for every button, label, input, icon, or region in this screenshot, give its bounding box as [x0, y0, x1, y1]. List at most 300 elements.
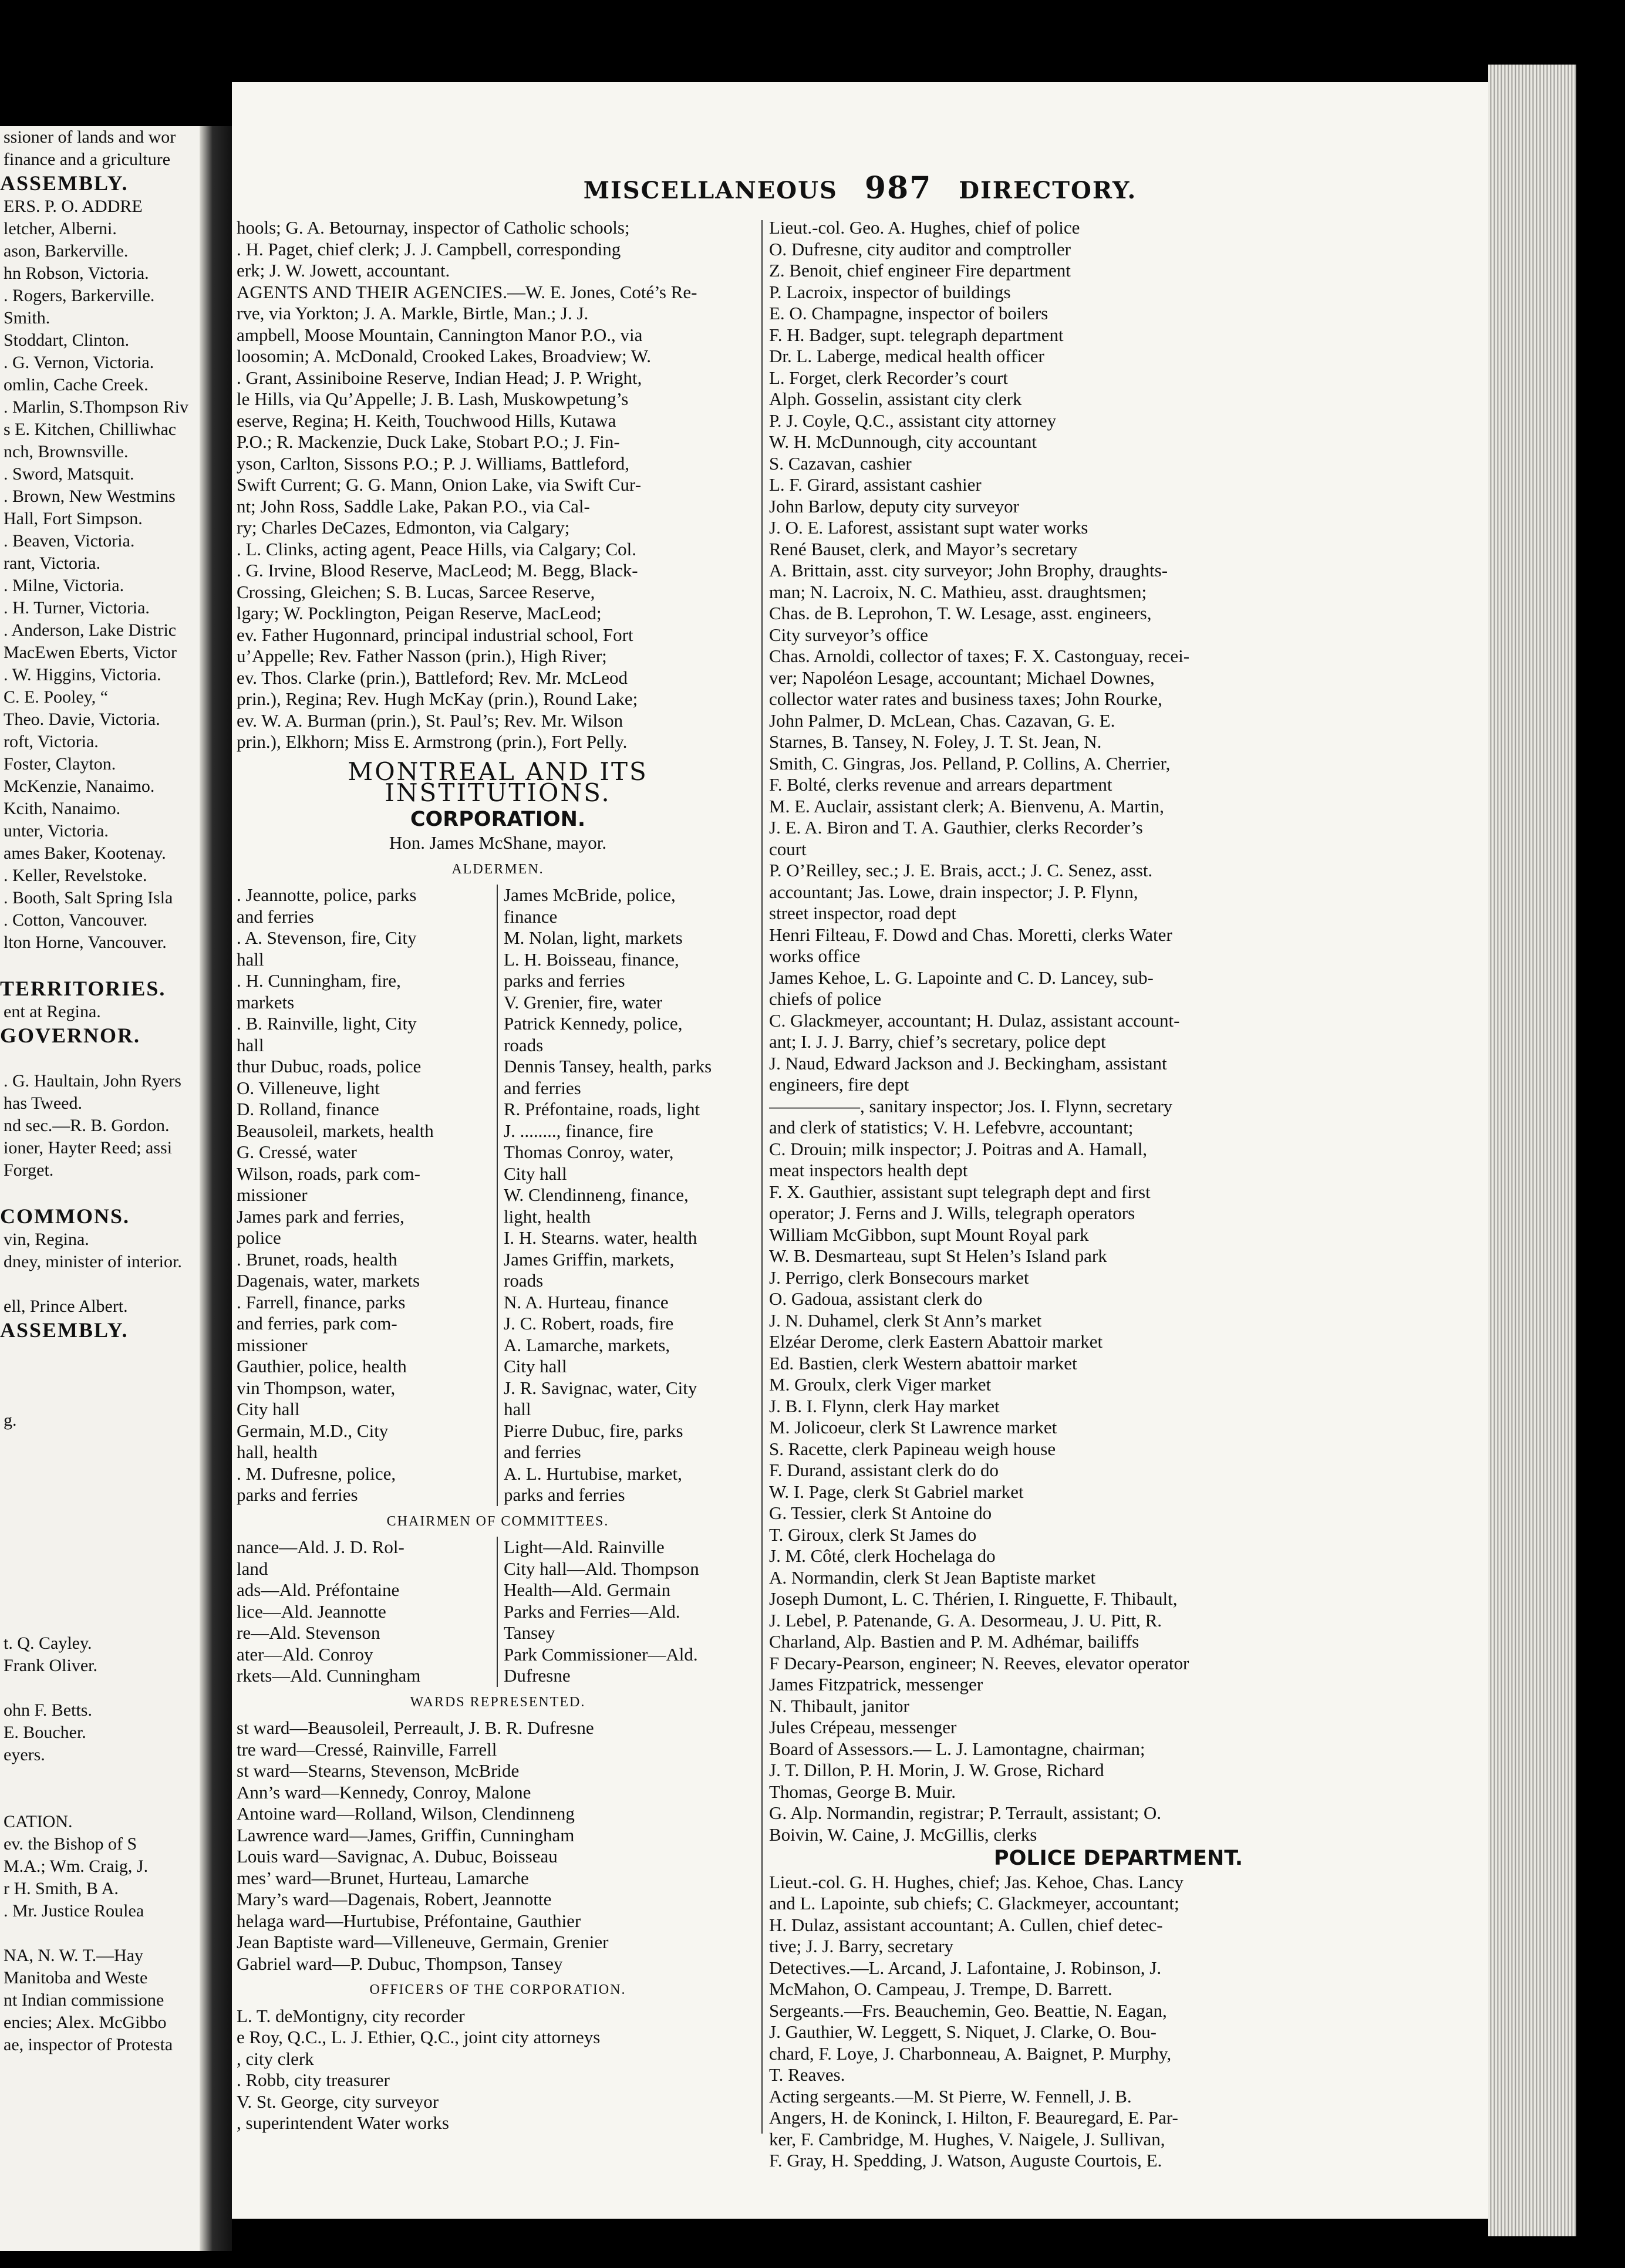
- left-heading: ASSEMBLY.: [0, 171, 129, 195]
- chairman-line: ads—Ald. Préfontaine: [237, 1580, 400, 1600]
- official-line: operator; J. Ferns and J. Wills, telegraph operators: [769, 1203, 1135, 1223]
- left-line: ioner, Hayter Reed; assi: [4, 1138, 173, 1157]
- spacer: [0, 1788, 200, 1811]
- header-right: DIRECTORY.: [959, 177, 1137, 204]
- alderman-line: City hall: [504, 1356, 567, 1376]
- police-line: F. Gray, H. Spedding, J. Watson, Auguste Courtois, E.: [769, 2150, 1162, 2171]
- left-heading: TERRITORIES.: [0, 977, 166, 1000]
- alderman-line: . Farrell, finance, parks: [237, 1291, 406, 1312]
- spacer: [0, 1342, 200, 1365]
- official-line: P. J. Coyle, Q.C., assistant city attorney: [769, 410, 1057, 431]
- chairmen-right: [498, 1537, 759, 1687]
- police-line: Sergeants.—Frs. Beauchemin, Geo. Beattie, N. Eagan,: [769, 2000, 1167, 2021]
- police-line: Angers, H. de Koninck, I. Hilton, F. Beauregard, E. Par-: [769, 2107, 1178, 2128]
- ward-line: Mary’s ward—Dagenais, Robert, Jeannotte: [237, 1889, 552, 1909]
- official-line: T. Giroux, clerk St James do: [769, 1524, 977, 1545]
- official-line: John Palmer, D. McLean, Chas. Cazavan, G. E.: [769, 710, 1115, 731]
- chairman-line: rkets—Ald. Cunningham: [237, 1665, 421, 1686]
- alderman-line: . H. Cunningham, fire,: [237, 970, 401, 991]
- left-line: Frank Oliver.: [4, 1656, 97, 1675]
- left-line: nt Indian commissione: [4, 1990, 164, 2010]
- alderman-line: . B. Rainville, light, City: [237, 1013, 417, 1034]
- official-line: Charland, Alp. Bastien and P. M. Adhémar, bailiffs: [769, 1631, 1139, 1652]
- official-line: Starnes, B. Tansey, N. Foley, J. T. St. Jean, N.: [769, 731, 1102, 752]
- section-title: MONTREAL AND ITS INSTITUTIONS.: [348, 757, 648, 807]
- left-line: . Anderson, Lake Distric: [4, 620, 177, 640]
- official-line: A. Normandin, clerk St Jean Baptiste market: [769, 1567, 1096, 1588]
- chairmen-left: [237, 1537, 498, 1687]
- alderman-line: hall: [504, 1399, 531, 1419]
- text-line: ry; Charles DeCazes, Edmonton, via Calgary;: [237, 517, 570, 538]
- official-line: S. Racette, clerk Papineau weigh house: [769, 1438, 1056, 1459]
- official-line: W. B. Desmarteau, supt St Helen’s Island park: [769, 1246, 1107, 1266]
- official-line: man; N. Lacroix, N. C. Mathieu, asst. draughtsmen;: [769, 581, 1147, 602]
- official-line: James Kehoe, L. G. Lapointe and C. D. Lancey, sub-: [769, 967, 1154, 988]
- ward-line: helaga ward—Hurtubise, Préfontaine, Gauthier: [237, 1910, 581, 1931]
- official-line: C. Drouin; milk inspector; J. Poitras and A. Hamall,: [769, 1138, 1148, 1159]
- officers-list: [237, 2006, 759, 2134]
- official-line: Dr. L. Laberge, medical health officer: [769, 346, 1044, 366]
- official-line: Alph. Gosselin, assistant city clerk: [769, 389, 1022, 409]
- police-line: J. Gauthier, W. Leggett, S. Niquet, J. Clarke, O. Bou-: [769, 2021, 1157, 2042]
- chairman-line: nance—Ald. J. D. Rol-: [237, 1537, 404, 1557]
- text-line: lgary; W. Pocklington, Peigan Reserve, MacLeod;: [237, 603, 602, 623]
- left-line: unter, Victoria.: [4, 821, 109, 841]
- officer-line: , superintendent Water works: [237, 2112, 449, 2133]
- police-line: Detectives.—L. Arcand, J. Lafontaine, J. Robinson, J.: [769, 1957, 1162, 1978]
- left-line: encies; Alex. McGibbo: [4, 2013, 167, 2032]
- official-line: Chas. Arnoldi, collector of taxes; F. X. Castonguay, recei-: [769, 646, 1190, 666]
- alderman-line: . Brunet, roads, health: [237, 1248, 397, 1270]
- left-line: ames Baker, Kootenay.: [4, 843, 166, 863]
- alderman-line: hall: [237, 1034, 264, 1055]
- alderman-line: Wilson, roads, park com-: [237, 1163, 420, 1184]
- official-line: F Decary-Pearson, engineer; N. Reeves, elevator operator: [769, 1652, 1189, 1673]
- official-line: Thomas, George B. Muir.: [769, 1781, 956, 1802]
- official-line: J. M. Côté, clerk Hochelaga do: [769, 1545, 996, 1566]
- left-line: . Mr. Justice Roulea: [4, 1901, 144, 1921]
- officer-line: , city clerk: [237, 2048, 314, 2069]
- left-line: C. E. Pooley, “: [4, 687, 109, 707]
- alderman-line: and ferries, park com-: [237, 1313, 397, 1334]
- left-line: . Sword, Matsquit.: [4, 464, 134, 484]
- left-heading: GOVERNOR.: [0, 1024, 141, 1047]
- alderman-line: and ferries: [504, 1442, 581, 1462]
- text-line: nt; John Ross, Saddle Lake, Pakan P.O., via Cal-: [237, 495, 590, 517]
- alderman-line: City hall: [504, 1163, 567, 1184]
- spacer: [0, 1432, 200, 1454]
- left-line: Manitoba and Weste: [4, 1968, 148, 1987]
- police-line: T. Reaves.: [769, 2064, 845, 2085]
- page-edges: [1488, 65, 1576, 2236]
- chairman-line: re—Ald. Stevenson: [237, 1622, 380, 1643]
- alderman-line: parks and ferries: [504, 1484, 625, 1505]
- text-line: le Hills, via Qu’Appelle; J. B. Lash, Muskowpetung’s: [237, 389, 629, 409]
- alderman-line: Pierre Dubuc, fire, parks: [504, 1420, 683, 1441]
- official-line: City surveyor’s office: [769, 624, 928, 645]
- official-line: ant; I. J. J. Barry, chief’s secretary, police dept: [769, 1031, 1106, 1052]
- text-line: ev. W. A. Burman (prin.), St. Paul’s; Rev. Mr. Wilson: [237, 710, 623, 731]
- police-line: tive; J. J. Barry, secretary: [769, 1936, 953, 1956]
- alderman-line: J. C. Robert, roads, fire: [504, 1313, 674, 1334]
- left-line: ell, Prince Albert.: [4, 1297, 128, 1316]
- left-line: . Brown, New Westmins: [4, 487, 176, 506]
- official-line: —————, sanitary inspector; Jos. I. Flynn, secretary: [769, 1095, 1173, 1116]
- official-line: James Fitzpatrick, messenger: [769, 1674, 983, 1695]
- officer-line: e Roy, Q.C., L. J. Ethier, Q.C., joint city attorneys: [237, 2027, 601, 2047]
- left-line: omlin, Cache Creek.: [4, 375, 149, 394]
- official-line: and clerk of statistics; V. H. Lefebvre, accountant;: [769, 1117, 1134, 1138]
- official-line: L. F. Girard, assistant cashier: [769, 474, 982, 495]
- spacer: [0, 1387, 200, 1409]
- alderman-line: James park and ferries,: [237, 1206, 404, 1227]
- spacer: [0, 1588, 200, 1610]
- officer-line: . Robb, city treasurer: [237, 2070, 390, 2090]
- left-line: Hall, Fort Simpson.: [4, 509, 143, 528]
- text-line: yson, Carlton, Sissons P.O.; P. J. Williams, Battleford,: [237, 453, 630, 474]
- alderman-line: parks and ferries: [504, 970, 625, 991]
- left-line: finance and a griculture: [4, 150, 171, 169]
- alderman-line: police: [237, 1227, 281, 1248]
- alderman-line: James Griffin, markets,: [504, 1248, 675, 1270]
- left-line: Smith.: [4, 308, 50, 328]
- alderman-line: D. Rolland, finance: [237, 1099, 379, 1119]
- spacer: [0, 1182, 200, 1204]
- official-line: Chas. de B. Leprohon, T. W. Lesage, asst. engineers,: [769, 603, 1152, 623]
- text-line: . G. Irvine, Blood Reserve, MacLeod; M. Begg, Black-: [237, 560, 638, 580]
- official-line: J. Lebel, P. Patenande, G. A. Desormeau, J. U. Pitt, R.: [769, 1609, 1162, 1631]
- text-line: rve, via Yorkton; J. A. Markle, Birtle, Man.; J. J.: [237, 303, 589, 323]
- official-line: S. Cazavan, cashier: [769, 453, 912, 474]
- alderman-line: light, health: [504, 1206, 591, 1227]
- ward-line: st ward—Beausoleil, Perreault, J. B. R. Dufresne: [237, 1717, 594, 1738]
- police-line: chard, F. Loye, J. Charbonneau, A. Baignet, P. Murphy,: [769, 2043, 1172, 2064]
- alderman-line: hall, health: [237, 1442, 318, 1462]
- left-line: . H. Turner, Victoria.: [4, 598, 150, 617]
- left-line: vin, Regina.: [4, 1230, 89, 1249]
- officials-list: [769, 217, 1468, 1845]
- official-line: Smith, C. Gingras, Jos. Pelland, P. Collins, A. Cherrier,: [769, 752, 1171, 774]
- official-line: M. Jolicoeur, clerk St Lawrence market: [769, 1417, 1057, 1437]
- official-line: J. O. E. Laforest, assistant supt water works: [769, 517, 1088, 538]
- police-line: McMahon, O. Campeau, J. Trempe, D. Barrett.: [769, 1979, 1112, 1999]
- official-line: F. Durand, assistant clerk do do: [769, 1460, 999, 1480]
- official-line: O. Gadoua, assistant clerk do: [769, 1288, 983, 1309]
- official-line: F. X. Gauthier, assistant supt telegraph dept and first: [769, 1181, 1151, 1202]
- left-line: . G. Vernon, Victoria.: [4, 353, 154, 372]
- left-line: . Milne, Victoria.: [4, 576, 124, 595]
- column-left: [237, 217, 759, 2201]
- left-line: Kcith, Nanaimo.: [4, 799, 121, 818]
- alderman-line: M. Nolan, light, markets: [504, 927, 683, 948]
- left-page-fragment: [0, 126, 200, 2251]
- official-line: W. I. Page, clerk St Gabriel market: [769, 1481, 1024, 1502]
- left-line: ent at Regina.: [4, 1002, 101, 1021]
- header-left: MISCELLANEOUS: [583, 177, 838, 204]
- ward-line: Jean Baptiste ward—Villeneuve, Germain, Grenier: [237, 1932, 609, 1952]
- official-line: J. E. A. Biron and T. A. Gauthier, clerks Recorder’s: [769, 817, 1143, 838]
- chairman-line: land: [237, 1558, 268, 1579]
- aldermen-right: [498, 885, 759, 1506]
- official-line: Z. Benoit, chief engineer Fire department: [769, 260, 1071, 281]
- left-line: r H. Smith, B A.: [4, 1879, 119, 1898]
- chairman-line: lice—Ald. Jeannotte: [237, 1601, 386, 1622]
- officer-line: L. T. deMontigny, city recorder: [237, 2005, 465, 2026]
- alderman-line: parks and ferries: [237, 1484, 358, 1505]
- alderman-line: L. H. Boisseau, finance,: [504, 949, 679, 970]
- left-line: t. Q. Cayley.: [4, 1634, 92, 1653]
- text-line: . Grant, Assiniboine Reserve, Indian Head; J. P. Wright,: [237, 367, 642, 388]
- aldermen-title: ALDERMEN.: [451, 861, 544, 877]
- police-line: H. Dulaz, assistant accountant; A. Cullen, chief detec-: [769, 1914, 1163, 1935]
- alderman-line: Gauthier, police, health: [237, 1356, 407, 1376]
- official-line: L. Forget, clerk Recorder’s court: [769, 367, 1008, 388]
- ward-line: Antoine ward—Rolland, Wilson, Clendinneng: [237, 1803, 575, 1824]
- alderman-line: A. L. Hurtubise, market,: [504, 1463, 682, 1484]
- alderman-line: missioner: [237, 1334, 308, 1355]
- alderman-line: V. Grenier, fire, water: [504, 991, 663, 1013]
- chairman-line: Tansey: [504, 1622, 555, 1643]
- left-line: letcher, Alberni.: [4, 219, 117, 238]
- official-line: John Barlow, deputy city surveyor: [769, 495, 1019, 517]
- spacer: [0, 1922, 200, 1945]
- left-line: Forget.: [4, 1160, 54, 1180]
- police-line: Lieut.-col. G. H. Hughes, chief; Jas. Kehoe, Chas. Lancy: [769, 1871, 1184, 1892]
- left-line: ohn F. Betts.: [4, 1700, 92, 1720]
- ward-line: st ward—Stearns, Stevenson, McBride: [237, 1760, 520, 1781]
- left-line: nd sec.—R. B. Gordon.: [4, 1116, 170, 1135]
- text-line: ampbell, Moose Mountain, Cannington Manor P.O., via: [237, 324, 643, 345]
- column-right: [769, 217, 1468, 2201]
- official-line: J. T. Dillon, P. H. Morin, J. W. Grose, Richard: [769, 1760, 1104, 1780]
- alderman-line: W. Clendinneng, finance,: [504, 1184, 689, 1205]
- left-line: . Rogers, Barkerville.: [4, 286, 155, 305]
- alderman-line: Patrick Kennedy, police,: [504, 1013, 683, 1034]
- alderman-line: missioner: [237, 1184, 308, 1205]
- alderman-line: hall: [237, 949, 264, 970]
- spacer: [0, 1610, 200, 1632]
- left-line: ason, Barkerville.: [4, 241, 129, 261]
- official-line: chiefs of police: [769, 988, 882, 1009]
- text-line: AGENTS AND THEIR AGENCIES.—W. E. Jones, Coté’s Re-: [237, 281, 697, 302]
- official-line: meat inspectors health dept: [769, 1160, 968, 1180]
- official-line: works office: [769, 946, 861, 966]
- ward-line: Lawrence ward—James, Griffin, Cunningham: [237, 1824, 575, 1845]
- official-line: ver; Napoléon Lesage, accountant; Michael Downes,: [769, 667, 1155, 688]
- official-line: Henri Filteau, F. Dowd and Chas. Moretti, clerks Water: [769, 924, 1172, 945]
- police-line: Acting sergeants.—M. St Pierre, W. Fennell, J. B.: [769, 2085, 1132, 2107]
- left-line: . Booth, Salt Spring Isla: [4, 888, 173, 907]
- official-line: street inspector, road dept: [769, 903, 956, 923]
- spacer: [0, 1365, 200, 1387]
- text-line: eserve, Regina; H. Keith, Touchwood Hills, Kutawa: [237, 410, 616, 431]
- alderman-line: Dennis Tansey, health, parks: [504, 1056, 712, 1076]
- left-line: roft, Victoria.: [4, 732, 99, 751]
- left-line: nch, Brownsville.: [4, 442, 129, 461]
- police-line: and L. Lapointe, sub chiefs; C. Glackmeyer, accountant;: [769, 1893, 1179, 1913]
- left-line: NA, N. W. T.—Hay: [4, 1946, 144, 1965]
- alderman-line: roads: [504, 1034, 544, 1055]
- spacer: [0, 1476, 200, 1499]
- left-line: Stoddart, Clinton.: [4, 330, 130, 350]
- alderman-line: and ferries: [237, 906, 314, 927]
- spacer: [0, 954, 200, 976]
- official-line: J. N. Duhamel, clerk St Ann’s market: [769, 1310, 1042, 1331]
- left-line: lton Horne, Vancouver.: [4, 933, 167, 952]
- wards-title: WARDS REPRESENTED.: [410, 1694, 586, 1710]
- alderman-line: City hall: [237, 1399, 300, 1419]
- officers-title: OFFICERS OF THE CORPORATION.: [369, 1982, 626, 1997]
- left-line: McKenzie, Nanaimo.: [4, 777, 155, 796]
- official-line: engineers, fire dept: [769, 1074, 909, 1095]
- chairman-line: Health—Ald. Germain: [504, 1580, 671, 1600]
- alderman-line: Beausoleil, markets, health: [237, 1120, 434, 1141]
- alderman-line: J. ........, finance, fire: [504, 1120, 653, 1141]
- alderman-line: G. Cressé, water: [237, 1142, 357, 1162]
- column-rule: [761, 220, 763, 2134]
- official-line: P. Lacroix, inspector of buildings: [769, 281, 1011, 302]
- left-line: . Marlin, S.Thompson Riv: [4, 397, 189, 417]
- alderman-line: . A. Stevenson, fire, City: [237, 927, 417, 948]
- alderman-line: O. Villeneuve, light: [237, 1077, 380, 1098]
- running-head: [232, 170, 1488, 206]
- ward-line: Louis ward—Savignac, A. Dubuc, Boisseau: [237, 1846, 558, 1867]
- text-line: u’Appelle; Rev. Father Nasson (prin.), High River;: [237, 646, 607, 666]
- official-line: Lieut.-col. Geo. A. Hughes, chief of police: [769, 217, 1080, 238]
- alderman-line: A. Lamarche, markets,: [504, 1334, 670, 1355]
- spacer: [0, 1273, 200, 1295]
- text-line: Swift Current; G. G. Mann, Onion Lake, via Swift Cur-: [237, 474, 642, 495]
- ward-line: mes’ ward—Brunet, Hurteau, Lamarche: [237, 1867, 529, 1888]
- official-line: Boivin, W. Caine, J. McGillis, clerks: [769, 1824, 1037, 1845]
- left-line: ssioner of lands and wor: [4, 127, 176, 147]
- left-heading: ASSEMBLY.: [0, 1318, 129, 1342]
- alderman-line: Thomas Conroy, water,: [504, 1142, 674, 1162]
- aldermen-left: [237, 885, 498, 1506]
- text-line: . L. Clinks, acting agent, Peace Hills, via Calgary; Col.: [237, 538, 637, 559]
- left-line: dney, minister of interior.: [4, 1252, 182, 1271]
- alderman-line: N. A. Hurteau, finance: [504, 1291, 669, 1312]
- alderman-line: and ferries: [504, 1077, 581, 1098]
- police-list: [769, 1872, 1468, 2172]
- official-line: C. Glackmeyer, accountant; H. Dulaz, assistant account-: [769, 1010, 1180, 1031]
- left-line: . Keller, Revelstoke.: [4, 866, 147, 885]
- official-line: René Bauset, clerk, and Mayor’s secretary: [769, 538, 1078, 559]
- left-line: rant, Victoria.: [4, 554, 101, 573]
- alderman-line: J. R. Savignac, water, City: [504, 1377, 697, 1398]
- left-line: s E. Kitchen, Chilliwhac: [4, 420, 177, 439]
- chairman-line: ater—Ald. Conroy: [237, 1643, 373, 1665]
- official-line: M. Groulx, clerk Viger market: [769, 1374, 992, 1395]
- official-line: court: [769, 838, 807, 859]
- official-line: P. O’Reilley, sec.; J. E. Brais, acct.; J. C. Senez, asst.: [769, 860, 1153, 880]
- left-line: M.A.; Wm. Craig, J.: [4, 1857, 149, 1876]
- alderman-line: finance: [504, 906, 558, 927]
- agencies-block: [237, 217, 759, 753]
- spacer: [0, 1521, 200, 1543]
- alderman-line: James McBride, police,: [504, 885, 676, 905]
- official-line: M. E. Auclair, assistant clerk; A. Bienvenu, A. Martin,: [769, 795, 1164, 816]
- left-line: ev. the Bishop of S: [4, 1834, 137, 1854]
- text-line: prin.), Elkhorn; Miss E. Armstrong (prin.), Fort Pelly.: [237, 731, 628, 752]
- alderman-line: . Jeannotte, police, parks: [237, 885, 417, 905]
- left-line: hn Robson, Victoria.: [4, 264, 149, 283]
- spacer: [0, 1499, 200, 1521]
- text-line: erk; J. W. Jowett, accountant.: [237, 260, 450, 281]
- wards-list: [237, 1717, 759, 1975]
- police-title: POLICE DEPARTMENT.: [993, 1847, 1243, 1870]
- official-line: G. Tessier, clerk St Antoine do: [769, 1503, 992, 1523]
- chairman-line: Parks and Ferries—Ald.: [504, 1601, 680, 1622]
- alderman-line: Dagenais, water, markets: [237, 1270, 420, 1291]
- left-line: CATION.: [4, 1812, 73, 1831]
- corporation-title: CORPORATION.: [410, 807, 586, 831]
- chairman-line: Park Commissioner—Ald.: [504, 1643, 698, 1665]
- official-line: J. Perrigo, clerk Bonsecours market: [769, 1267, 1029, 1288]
- alderman-line: . M. Dufresne, police,: [237, 1463, 396, 1484]
- official-line: William McGibbon, supt Mount Royal park: [769, 1224, 1089, 1245]
- spacer: [0, 1565, 200, 1588]
- left-line: . G. Haultain, John Ryers: [4, 1071, 181, 1091]
- left-line: ae, inspector of Protesta: [4, 2035, 173, 2054]
- police-line: ker, F. Cambridge, M. Hughes, V. Naigele, J. Sullivan,: [769, 2128, 1165, 2149]
- official-line: F. H. Badger, supt. telegraph department: [769, 324, 1064, 345]
- official-line: Joseph Dumont, L. C. Thérien, I. Ringuette, F. Thibault,: [769, 1588, 1178, 1609]
- spacer: [0, 1677, 200, 1699]
- official-line: A. Brittain, asst. city surveyor; John Brophy, draughts-: [769, 560, 1168, 580]
- text-line: . H. Paget, chief clerk; J. J. Campbell, corresponding: [237, 238, 621, 259]
- official-line: accountant; Jas. Lowe, drain inspector; J. P. Flynn,: [769, 881, 1138, 902]
- text-line: hools; G. A. Betournay, inspector of Catholic schools;: [237, 217, 630, 238]
- book-gutter: [200, 126, 232, 2251]
- alderman-line: R. Préfontaine, roads, light: [504, 1099, 700, 1119]
- official-line: Board of Assessors.— L. J. Lamontagne, chairman;: [769, 1738, 1145, 1759]
- left-line: . Beaven, Victoria.: [4, 531, 135, 551]
- official-line: Jules Crépeau, messenger: [769, 1717, 957, 1737]
- text-line: ev. Father Hugonnard, principal industrial school, Fort: [237, 624, 633, 645]
- alderman-line: roads: [504, 1270, 544, 1291]
- ward-line: Ann’s ward—Kennedy, Conroy, Malone: [237, 1781, 531, 1803]
- official-line: G. Alp. Normandin, registrar; P. Terrault, assistant; O.: [769, 1803, 1161, 1823]
- alderman-line: thur Dubuc, roads, police: [237, 1056, 422, 1076]
- left-line: E. Boucher.: [4, 1723, 86, 1742]
- alderman-line: Germain, M.D., City: [237, 1420, 389, 1441]
- official-line: N. Thibault, janitor: [769, 1695, 909, 1716]
- official-line: J. B. I. Flynn, clerk Hay market: [769, 1395, 1000, 1416]
- official-line: Elzéar Derome, clerk Eastern Abattoir market: [769, 1331, 1103, 1352]
- aldermen-list: [237, 885, 759, 1506]
- text-line: P.O.; R. Mackenzie, Duck Lake, Stobart P.O.; J. Fin-: [237, 431, 620, 452]
- text-line: ev. Thos. Clarke (prin.), Battleford; Rev. Mr. McLeod: [237, 667, 628, 688]
- spacer: [0, 1048, 200, 1070]
- official-line: Ed. Bastien, clerk Western abattoir market: [769, 1352, 1077, 1373]
- left-line: Foster, Clayton.: [4, 754, 116, 774]
- alderman-line: markets: [237, 991, 295, 1013]
- left-line: MacEwen Eberts, Victor: [4, 643, 177, 662]
- left-line: g.: [4, 1410, 17, 1430]
- chairman-line: Dufresne: [504, 1665, 571, 1686]
- text-line: prin.), Regina; Rev. Hugh McKay (prin.), Round Lake;: [237, 689, 638, 709]
- left-line: . W. Higgins, Victoria.: [4, 665, 161, 684]
- chairmen-list: [237, 1537, 759, 1687]
- ward-line: Gabriel ward—P. Dubuc, Thompson, Tansey: [237, 1953, 563, 1974]
- chairman-line: Light—Ald. Rainville: [504, 1537, 665, 1557]
- official-line: E. O. Champagne, inspector of boilers: [769, 303, 1049, 323]
- left-line: . Cotton, Vancouver.: [4, 910, 148, 930]
- alderman-line: I. H. Stearns. water, health: [504, 1227, 697, 1248]
- mayor-line: Hon. James McShane, mayor.: [389, 832, 607, 853]
- directory-page: [232, 82, 1488, 2219]
